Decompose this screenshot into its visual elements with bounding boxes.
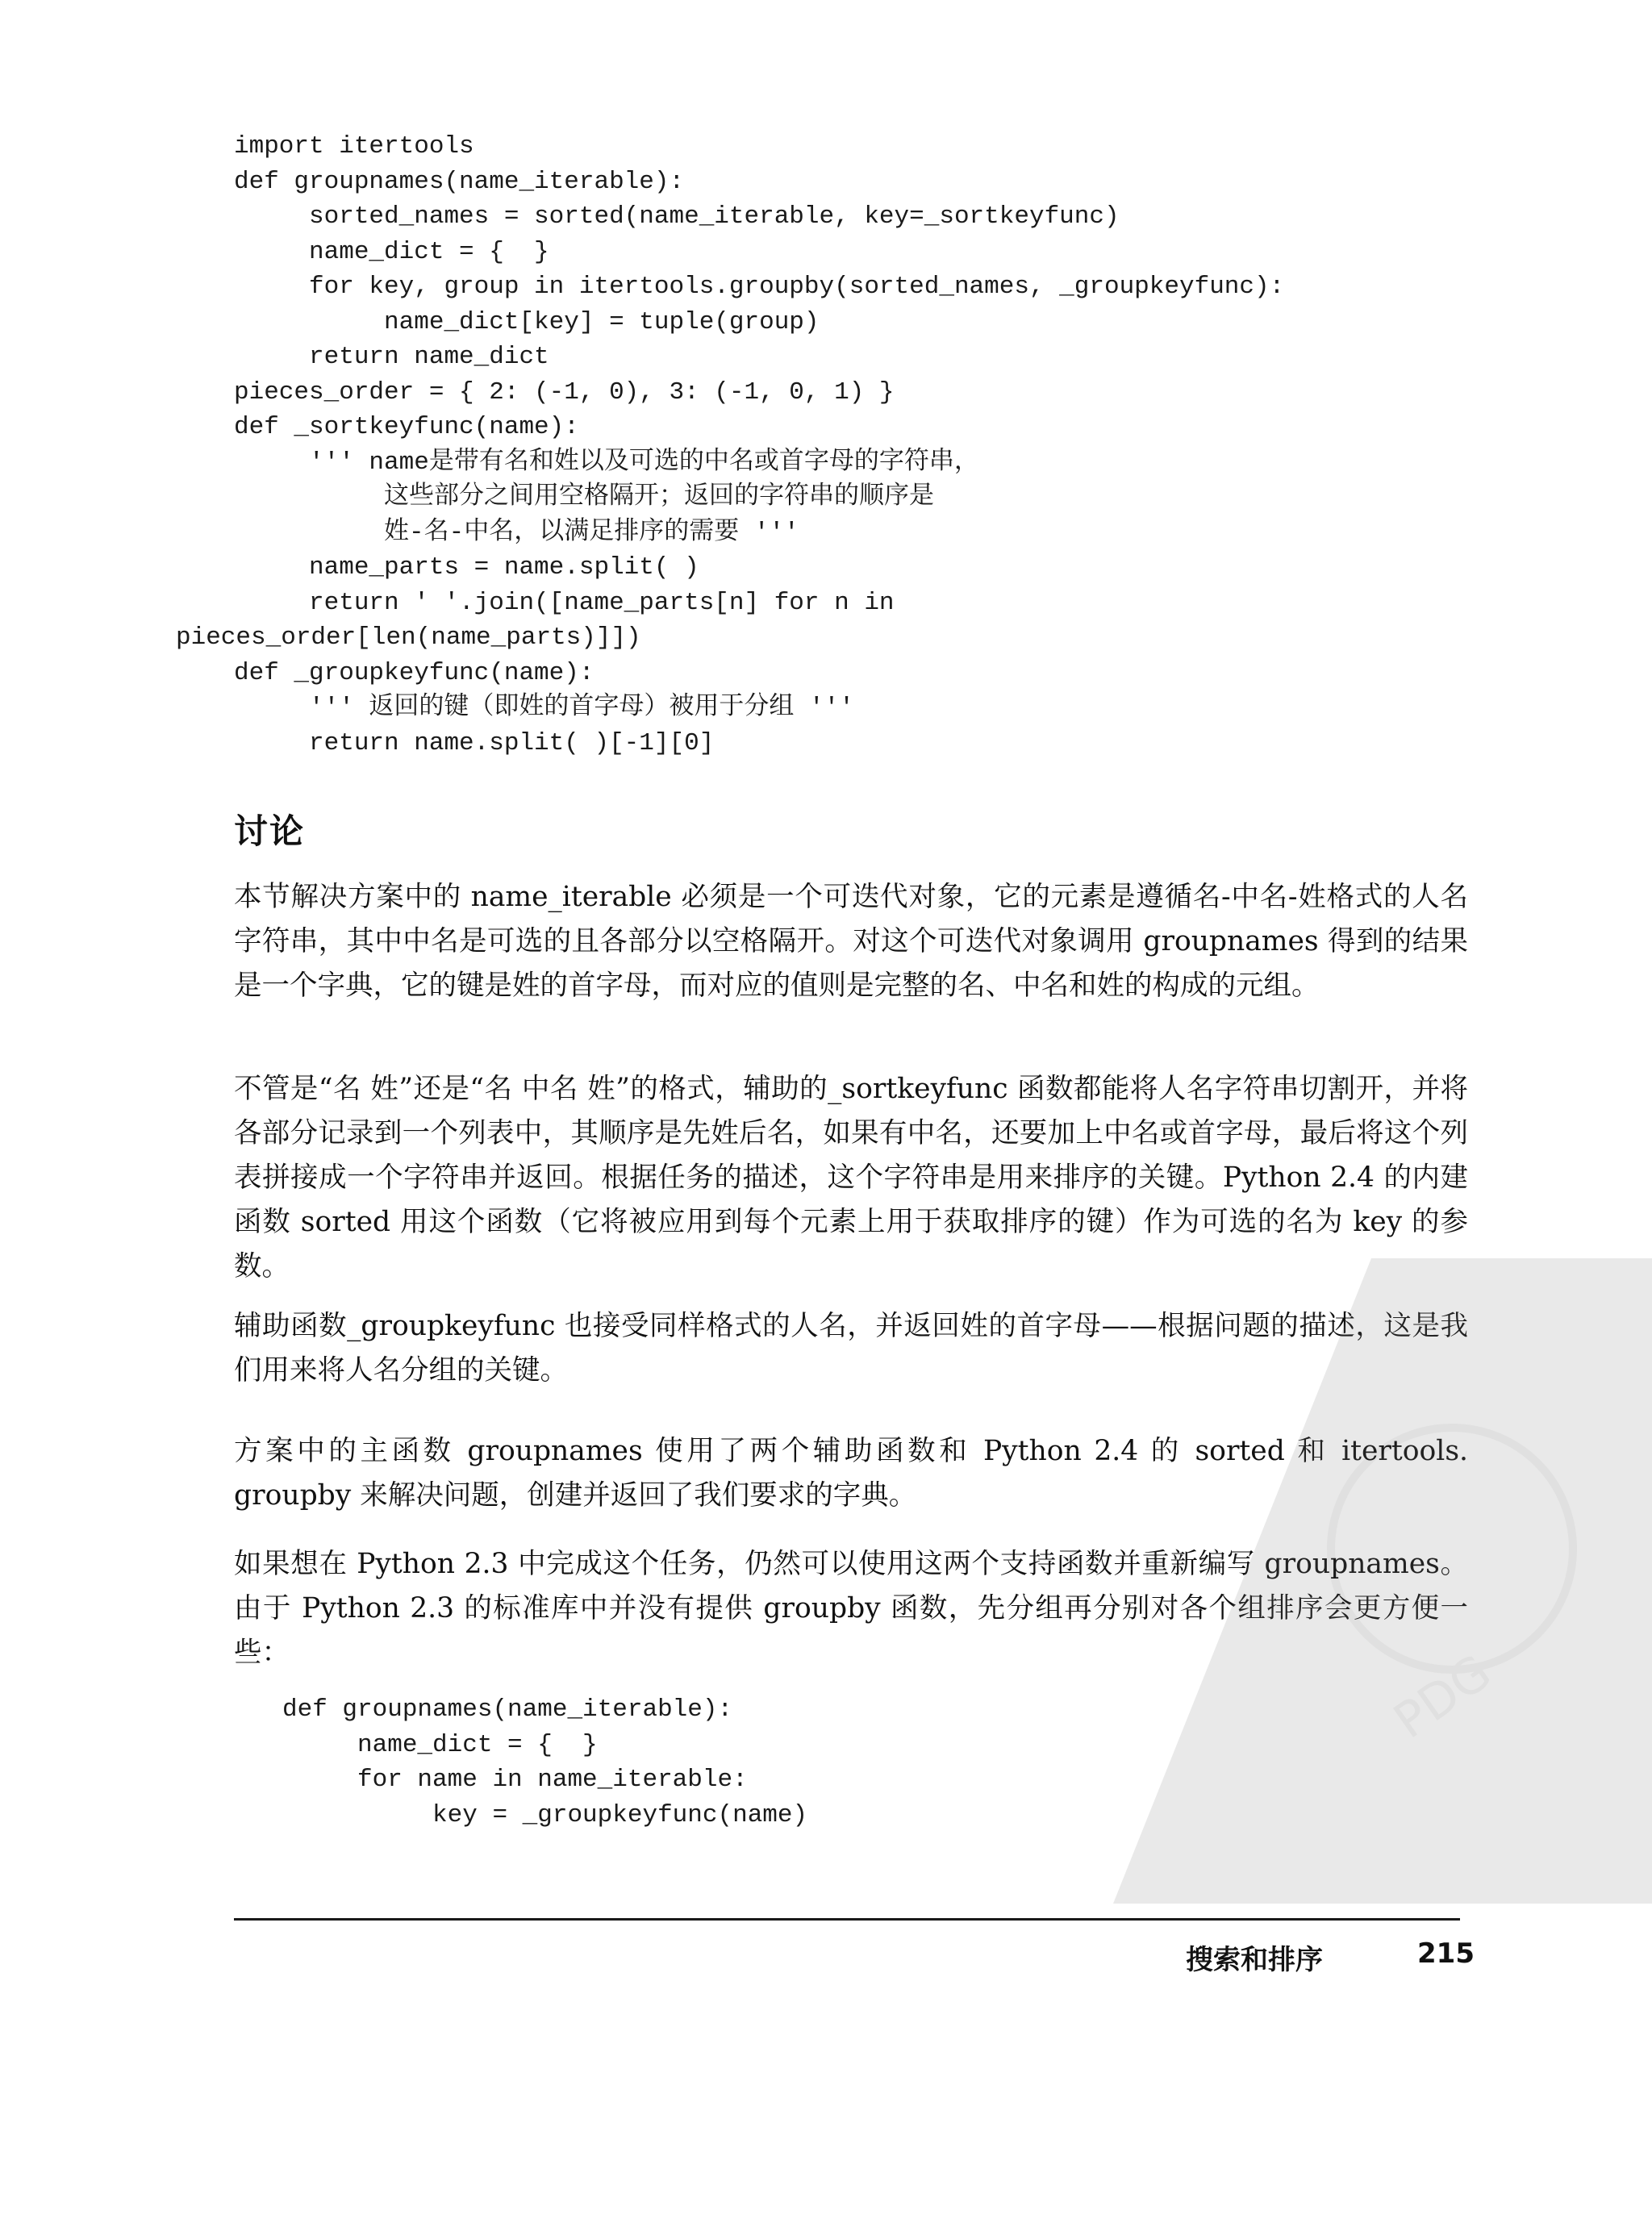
code-line: def _sortkeyfunc(name): — [234, 413, 579, 441]
code-line: for name in name_iterable: — [282, 1766, 748, 1794]
code-line: name_dict = { } — [234, 237, 549, 266]
code-line: pieces_order = { 2: (-1, 0), 3: (-1, 0, 1) } — [234, 377, 895, 407]
code-line: return name.split( )[-1][0] — [234, 728, 715, 757]
code-line: def groupnames(name_iterable): — [282, 1695, 733, 1724]
page-number: 215 — [1417, 1937, 1475, 1970]
code-line: ''' name是带有名和姓以及可选的中名或首字母的字符串， — [234, 448, 979, 477]
code-line: name_dict[key] = tuple(group) — [234, 307, 820, 336]
code-line: name_dict = { } — [282, 1730, 598, 1759]
paragraph: 如果想在 Python 2.3 中完成这个任务，仍然可以使用这两个支持函数并重新编写 groupnames。由于 Python 2.3 的标准库中并没有提供 groupby 函数，先分组再分别对各个组排序会更方便一些： — [234, 1548, 1468, 1669]
code-block-1 — [176, 129, 1285, 761]
code-line: ''' 返回的键（即姓的首字母）被用于分组 ''' — [234, 694, 854, 722]
code-line: def _groupkeyfunc(name): — [234, 658, 594, 687]
paragraph: 方案中的主函数 groupnames 使用了两个辅助函数和 Python 2.4 的 sorted 和 itertools. groupby 来解决问题，创建并返回了我们要求的字典。 — [234, 1435, 1468, 1512]
code-line: import itertools — [234, 132, 474, 161]
paragraph: 本节解决方案中的 name_iterable 必须是一个可迭代对象，它的元素是遵循名-中名-姓格式的人名字符串，其中中名是可选的且各部分以空格隔开。对这个可迭代对象调用 groupnames 得到的结果是一个字典，它的键是姓的首字母，而对应的值则是完整的名、中名和姓的构成的元组。 — [234, 881, 1468, 1002]
code-line: 姓-名-中名，以满足排序的需要 ''' — [234, 518, 799, 547]
code-line: def groupnames(name_iterable): — [234, 167, 685, 196]
footer-rule — [234, 1918, 1460, 1921]
code-line: key = _groupkeyfunc(name) — [282, 1800, 808, 1829]
code-line-wrapped: pieces_order[len(name_parts)]]) — [176, 624, 641, 652]
code-block-2 — [282, 1692, 807, 1833]
code-line: return ' '.join([name_parts[n] for n in — [234, 588, 895, 617]
code-line: for key, group in itertools.groupby(sorted_names, _groupkeyfunc): — [234, 273, 1285, 301]
code-line: 这些部分之间用空格隔开；返回的字符串的顺序是 — [234, 483, 935, 511]
paragraph: 不管是“名 姓”还是“名 中名 姓”的格式，辅助的_sortkeyfunc 函数都能将人名字符串切割开，并将各部分记录到一个列表中，其顺序是先姓后名，如果有中名，还要加上中名或首字母，最后将这个列表拼接成一个字符串并返回。根据任务的描述，这个字符串是用来排序的关键。Python 2.4 的内建函数 sorted 用这个函数（它将被应用到每个元素上用于获取排序的键）作为可选的名为 key 的参数。 — [234, 1073, 1468, 1282]
watermark-text: PDG — [1383, 1643, 1502, 1750]
code-line: name_parts = name.split( ) — [234, 553, 699, 582]
code-line: sorted_names = sorted(name_iterable, key=_sortkeyfunc) — [234, 202, 1120, 231]
pdg-watermark — [1113, 1258, 1652, 1904]
paragraph: 辅助函数_groupkeyfunc 也接受同样格式的人名，并返回姓的首字母——根据问题的描述，这是我们用来将人名分组的关键。 — [234, 1310, 1468, 1387]
code-line: return name_dict — [234, 343, 549, 371]
section-heading: 讨论 — [234, 811, 306, 851]
footer-section-title: 搜索和排序 — [1186, 1944, 1323, 1976]
